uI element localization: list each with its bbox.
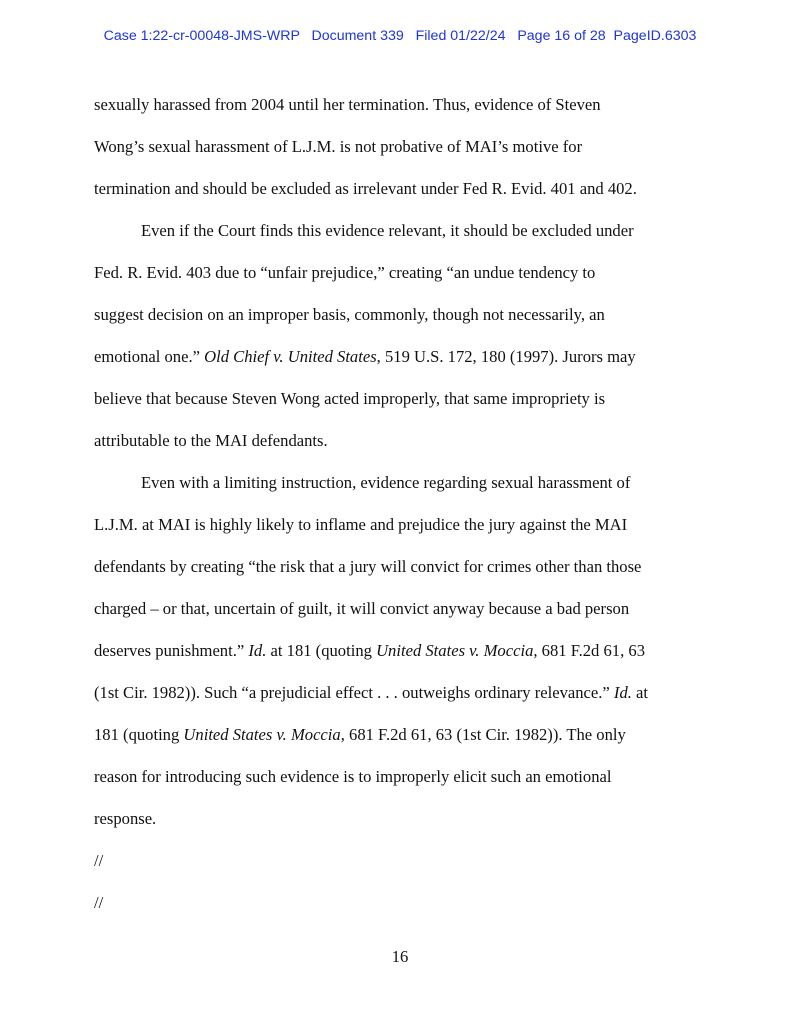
text-run: , 681 F.2d 61, 63 bbox=[533, 641, 645, 660]
text-run: , 681 F.2d 61, 63 (1st Cir. 1982)). The only bbox=[340, 725, 626, 744]
body-line bbox=[94, 725, 714, 767]
body-line bbox=[94, 641, 714, 683]
text-run: at 181 (quoting bbox=[266, 641, 377, 660]
case-citation: United States v. Moccia bbox=[183, 725, 341, 744]
text-run: deserves punishment.” bbox=[94, 641, 249, 660]
document-body bbox=[94, 95, 714, 935]
text-run: , 519 U.S. 172, 180 (1997). Jurors may bbox=[376, 347, 636, 366]
case-citation: United States v. Moccia bbox=[376, 641, 534, 660]
body-line: suggest decision on an improper basis, commonly, though not necessarily, an bbox=[94, 305, 605, 324]
case-citation: Old Chief v. United States bbox=[204, 347, 377, 366]
section-separator: // bbox=[94, 893, 104, 912]
body-line: Wong’s sexual harassment of L.J.M. is not probative of MAI’s motive for bbox=[94, 137, 583, 156]
section-separator: // bbox=[94, 851, 104, 870]
text-run: 181 (quoting bbox=[94, 725, 184, 744]
id-citation: Id. bbox=[613, 683, 632, 702]
body-line: Even if the Court finds this evidence relevant, it should be excluded under bbox=[141, 221, 634, 240]
body-line: termination and should be excluded as irrelevant under Fed R. Evid. 401 and 402. bbox=[94, 179, 637, 198]
body-line bbox=[94, 347, 714, 389]
text-run: emotional one.” bbox=[94, 347, 205, 366]
body-line: charged – or that, uncertain of guilt, it will convict anyway because a bad person bbox=[94, 599, 630, 618]
page-number: 16 bbox=[391, 947, 409, 966]
body-line: believe that because Steven Wong acted improperly, that same impropriety is bbox=[94, 389, 606, 408]
id-citation: Id. bbox=[248, 641, 267, 660]
body-line: Even with a limiting instruction, evidence regarding sexual harassment of bbox=[141, 473, 631, 492]
case-header: Case 1:22-cr-00048-JMS-WRP Document 339 Filed 01/22/24 Page 16 of 28 PageID.6303 bbox=[103, 28, 697, 44]
body-line: sexually harassed from 2004 until her termination. Thus, evidence of Steven bbox=[94, 95, 601, 114]
body-line: attributable to the MAI defendants. bbox=[94, 431, 328, 450]
body-line: response. bbox=[94, 809, 157, 828]
body-line: Fed. R. Evid. 403 due to “unfair prejudice,” creating “an undue tendency to bbox=[94, 263, 596, 282]
body-line bbox=[94, 683, 714, 725]
text-run: (1st Cir. 1982)). Such “a prejudicial effect . . . outweighs ordinary relevance.” bbox=[94, 683, 614, 702]
text-run: at bbox=[631, 683, 649, 702]
body-line: reason for introducing such evidence is to improperly elicit such an emotional bbox=[94, 767, 612, 786]
body-line: defendants by creating “the risk that a jury will convict for crimes other than those bbox=[94, 557, 642, 576]
body-line: L.J.M. at MAI is highly likely to inflame and prejudice the jury against the MAI bbox=[94, 515, 628, 534]
